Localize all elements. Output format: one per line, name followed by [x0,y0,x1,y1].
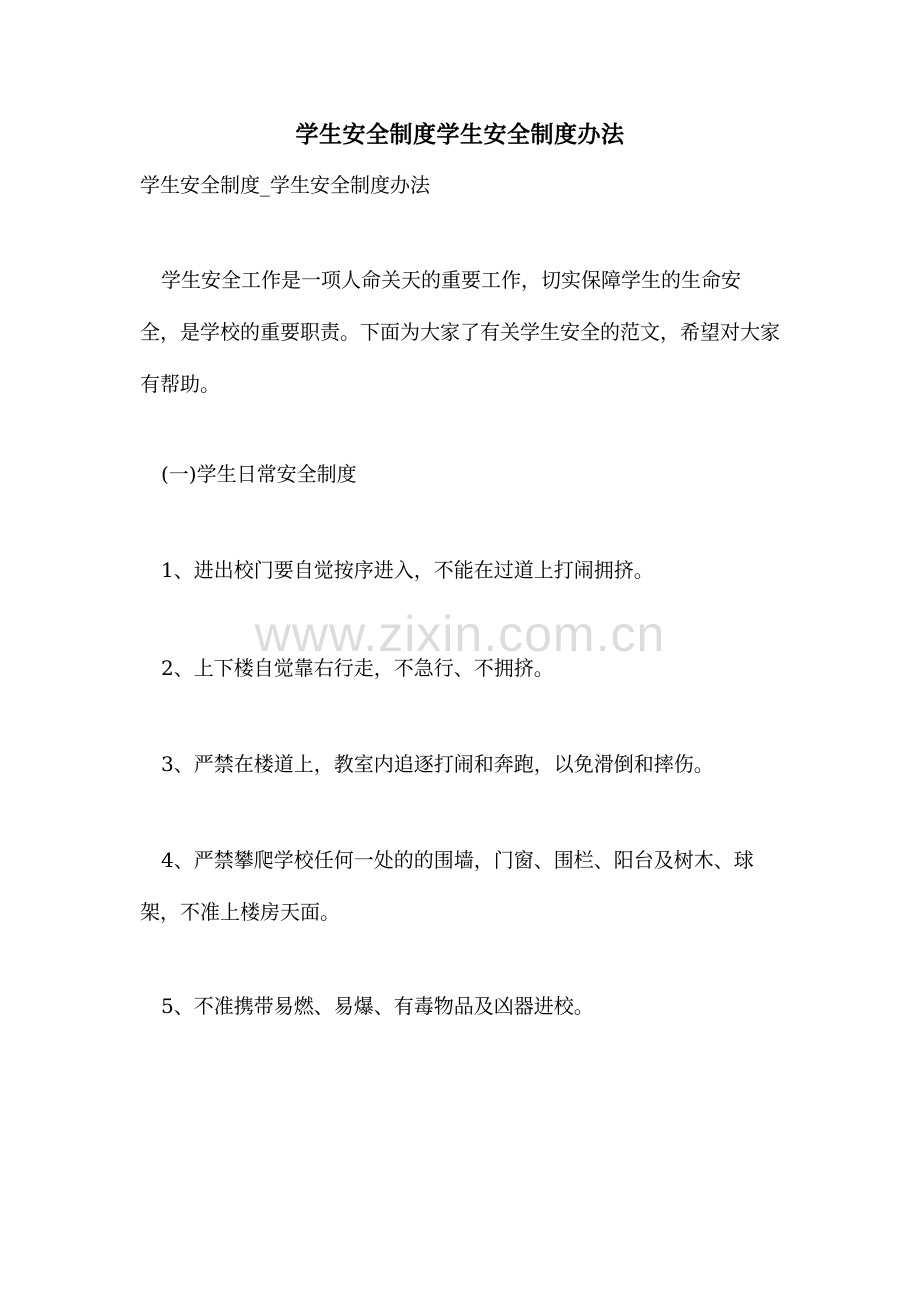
list-item: 2、上下楼自觉靠右行走，不急行、不拥挤。 [161,656,554,680]
document-title: 学生安全制度学生安全制度办法 [295,121,625,148]
list-item: 3、严禁在楼道上，教室内追逐打闹和奔跑，以免滑倒和摔伤。 [161,752,714,776]
watermark: www.zixin.com.cn [254,606,666,662]
document-subtitle: 学生安全制度_学生安全制度办法 [140,173,430,197]
list-item: 1、进出校门要自觉按序进入，不能在过道上打闹拥挤。 [161,558,654,582]
list-item: 4、严禁攀爬学校任何一处的的围墙，门窗、围栏、阳台及树木、球架，不准上楼房天面。 [140,848,754,924]
intro-paragraph: 学生安全工作是一项人命关天的重要工作，切实保障学生的生命安全，是学校的重要职责。下面为大家了有关学生安全的范文，希望对大家有帮助。 [140,268,780,396]
list-item: 5、不准携带易燃、易爆、有毒物品及凶器进校。 [161,994,594,1018]
section-heading: (一)学生日常安全制度 [161,462,357,486]
